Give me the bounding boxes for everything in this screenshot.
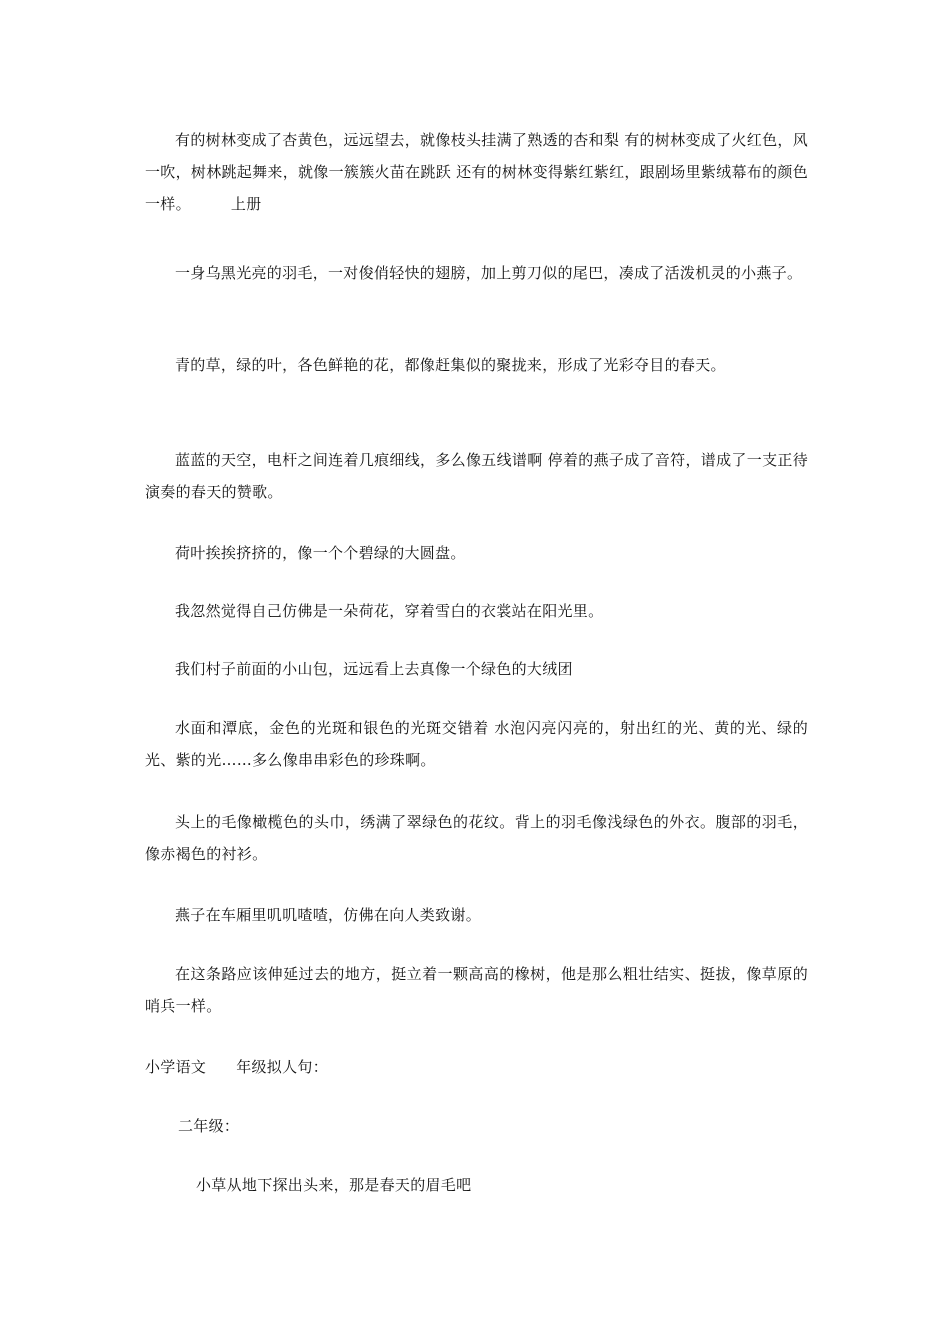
volume-tag: 上册 — [230, 195, 262, 213]
paragraph-4: 蓝蓝的天空，电杆之间连着几痕细线，多么像五线谱啊 停着的燕子成了音符，谱成了一支正待演奏的春天的赞歌。 — [145, 451, 808, 501]
paragraph-5: 荷叶挨挨挤挤的，像一个个碧绿的大圆盘。 — [175, 544, 466, 562]
paragraph-10: 燕子在车厢里叽叽喳喳，仿佛在向人类致谢。 — [175, 906, 482, 924]
paragraph-8: 水面和潭底，金色的光斑和银色的光斑交错着 水泡闪亮闪亮的，射出红的光、黄的光、绿的光、紫的光……多么像串串彩色的珍珠啊。 — [145, 719, 808, 769]
paragraph-text: 有的树林变成了杏黄色，远远望去，就像枝头挂满了熟透的杏和梨 有的树林变成了火红色，风一吹，树林跳起舞来，就像一簇簇火苗在跳跃 还有的树林变得紫红紫红，跟剧场里紫绒幕布的颜色一样。 — [145, 131, 808, 213]
paragraph-2: 一身乌黑光亮的羽毛，一对俊俏轻快的翅膀，加上剪刀似的尾巴，凑成了活泼机灵的小燕子。 — [175, 264, 803, 282]
paragraph-11: 在这条路应该伸延过去的地方，挺立着一颗高高的橡树，他是那么粗壮结实、挺拔，像草原的哨兵一样。 — [145, 965, 808, 1015]
paragraph-1 — [145, 124, 808, 220]
paragraph-9: 头上的毛像橄榄色的头巾，绣满了翠绿色的花纹。背上的羽毛像浅绿色的外衣。腹部的羽毛，像赤褐色的衬衫。 — [145, 813, 808, 863]
paragraph-7: 我们村子前面的小山包，远远看上去真像一个绿色的大绒团 — [175, 660, 573, 678]
paragraph-6: 我忽然觉得自己仿佛是一朵荷花，穿着雪白的衣裳站在阳光里。 — [175, 602, 604, 620]
section-title: 年级拟人句： — [236, 1058, 329, 1076]
example-sentence: 小草从地下探出头来，那是春天的眉毛吧 — [196, 1176, 472, 1194]
grade-heading: 二年级： — [178, 1117, 240, 1135]
paragraph-3: 青的草，绿的叶，各色鲜艳的花，都像赶集似的聚拢来，形成了光彩夺目的春天。 — [175, 356, 726, 374]
subject-label: 小学语文 — [145, 1058, 207, 1076]
section-heading — [145, 1051, 328, 1083]
